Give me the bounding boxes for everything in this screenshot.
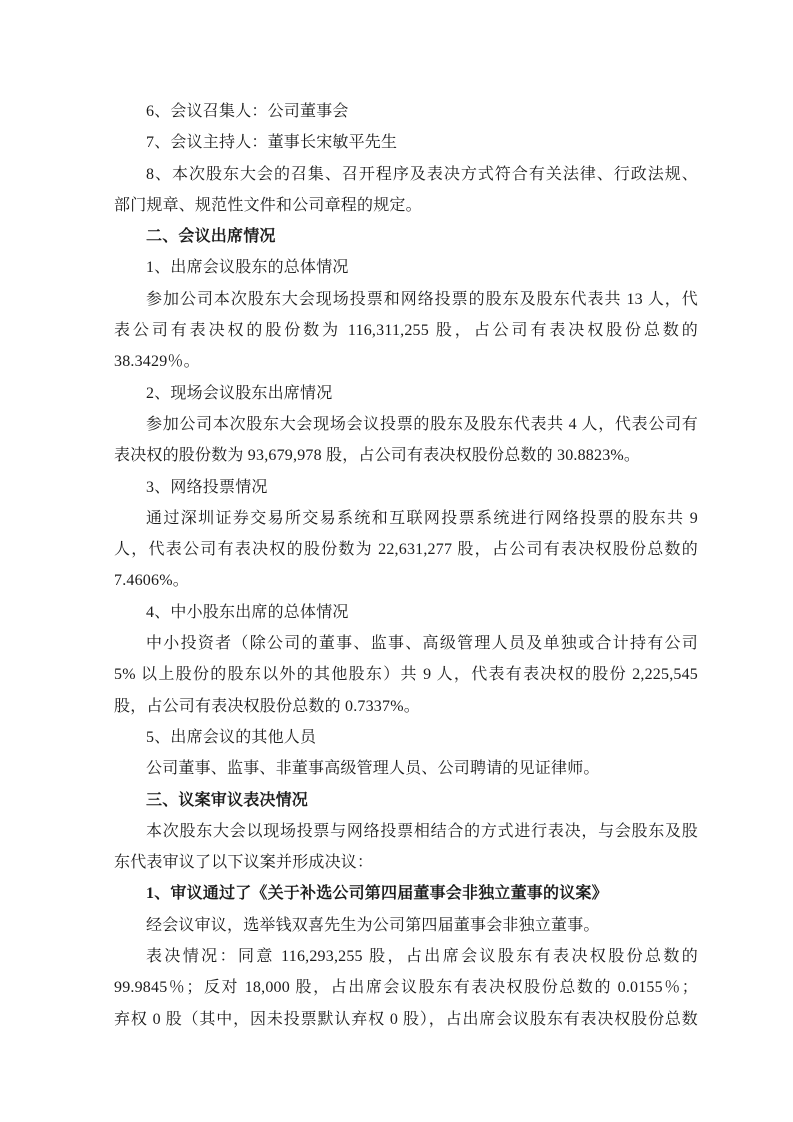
text-line: 东代表审议了以下议案并形成决议：: [114, 854, 374, 872]
paragraph: [114, 284, 698, 378]
text-line: 参加公司本次股东大会现场投票和网络投票的股东及股东代表共 13 人，代: [146, 290, 698, 308]
paragraph: [114, 628, 698, 722]
text-line: 表决情况：同意 116,293,255 股，占出席会议股东有表决权股份总数的: [146, 948, 698, 966]
text-line: 5、出席会议的其他人员: [146, 728, 317, 746]
text-line: 参加公司本次股东大会现场会议投票的股东及股东代表共 4 人，代表公司有: [146, 415, 698, 433]
text-line: 5% 以上股份的股东以外的其他股东）共 9 人，代表有表决权的股份 2,225,545: [114, 666, 698, 684]
text-line: 3、网络投票情况: [146, 478, 268, 496]
paragraph: [114, 159, 698, 222]
paragraph: [114, 722, 698, 753]
paragraph: [114, 409, 698, 472]
paragraph: [114, 96, 698, 127]
text-line: 1、出席会议股东的总体情况: [146, 259, 349, 277]
text-line: 二、会议出席情况: [146, 228, 276, 246]
text-line: 2、现场会议股东出席情况: [146, 384, 333, 402]
text-line: 公司董事、监事、非董事高级管理人员、公司聘请的见证律师。: [146, 760, 600, 778]
heading-paragraph: [114, 785, 698, 816]
text-line: 1、审议通过了《关于补选公司第四届董事会非独立董事的议案》: [146, 885, 608, 903]
text-line: 中小投资者（除公司的董事、监事、高级管理人员及单独或合计持有公司: [146, 635, 698, 653]
paragraph: [114, 127, 698, 158]
text-line: 人，代表公司有表决权的股份数为 22,631,277 股，占公司有表决权股份总数的: [114, 541, 698, 559]
text-line: 6、会议召集人：公司董事会: [146, 103, 349, 120]
paragraph: [114, 378, 698, 409]
text-line: 8、本次股东大会的召集、召开程序及表决方式符合有关法律、行政法规、: [146, 165, 698, 183]
paragraph: [114, 503, 698, 597]
text-line: 通过深圳证券交易所交易系统和互联网投票系统进行网络投票的股东共 9: [146, 509, 698, 527]
paragraph: [114, 252, 698, 283]
paragraph: [114, 753, 698, 784]
paragraph: [114, 816, 698, 879]
text-line: 经会议审议，选举钱双喜先生为公司第四届董事会非独立董事。: [146, 916, 600, 934]
paragraph: [114, 910, 698, 941]
text-line: 三、议案审议表决情况: [146, 791, 309, 809]
text-line: 7.4606%。: [114, 572, 189, 590]
paragraph: [114, 941, 698, 1035]
heading-paragraph: [114, 221, 698, 252]
text-line: 表决权的股份数为 93,679,978 股，占公司有表决权股份总数的 30.8823%。: [114, 447, 641, 465]
text-line: 4、中小股东出席的总体情况: [146, 603, 349, 621]
text-line: 股，占公司有表决权股份总数的 0.7337%。: [114, 697, 420, 715]
paragraph: [114, 472, 698, 503]
text-line: 本次股东大会以现场投票与网络投票相结合的方式进行表决，与会股东及股: [146, 822, 698, 840]
heading-paragraph: [114, 878, 698, 909]
paragraph: [114, 597, 698, 628]
text-line: 表公司有表决权的股份数为 116,311,255 股，占公司有表决权股份总数的: [114, 322, 698, 340]
text-line: 99.9845％；反对 18,000 股，占出席会议股东有表决权股份总数的 0.0155％；: [114, 979, 698, 997]
text-line: 38.3429％。: [114, 353, 200, 371]
document-body: [114, 96, 698, 1035]
text-line: 弃权 0 股（其中，因未投票默认弃权 0 股），占出席会议股东有表决权股份总数: [114, 1010, 698, 1028]
text-line: 部门规章、规范性文件和公司章程的规定。: [114, 196, 422, 214]
text-line: 7、会议主持人：董事长宋敏平先生: [146, 134, 398, 152]
